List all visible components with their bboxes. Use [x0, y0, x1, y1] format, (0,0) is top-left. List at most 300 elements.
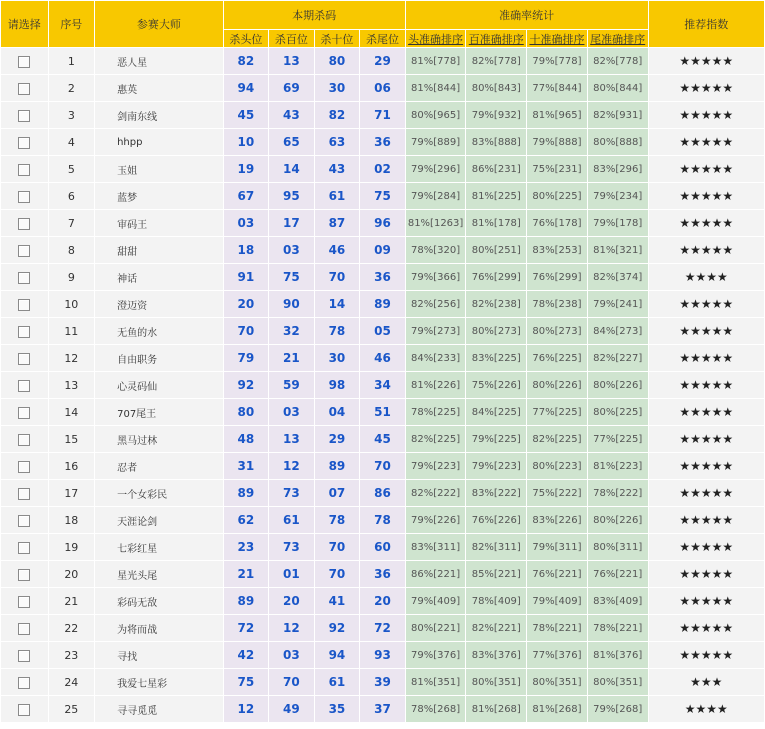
header-stat-group: 准确率统计 — [405, 1, 648, 30]
row-accuracy-stat: 80%[888] — [587, 129, 648, 156]
row-kill-number: 18 — [223, 237, 269, 264]
row-kill-number: 78 — [314, 318, 360, 345]
row-master-name[interactable]: 星光头尾 — [95, 561, 224, 588]
row-select-checkbox[interactable] — [18, 353, 30, 365]
row-kill-number: 29 — [314, 426, 360, 453]
row-kill-number: 62 — [223, 507, 269, 534]
row-accuracy-stat: 80%[273] — [466, 318, 527, 345]
row-seq: 5 — [48, 156, 95, 183]
row-select-checkbox[interactable] — [18, 542, 30, 554]
row-select-checkbox[interactable] — [18, 704, 30, 716]
row-accuracy-stat: 76%[178] — [527, 210, 588, 237]
row-seq: 14 — [48, 399, 95, 426]
row-accuracy-stat: 79%[889] — [405, 129, 466, 156]
row-select-checkbox[interactable] — [18, 488, 30, 500]
row-kill-number: 75 — [223, 669, 269, 696]
row-accuracy-stat: 80%[223] — [527, 453, 588, 480]
row-select-cell — [1, 399, 49, 426]
row-accuracy-stat: 82%[222] — [405, 480, 466, 507]
row-kill-number: 63 — [314, 129, 360, 156]
row-kill-number: 03 — [269, 642, 315, 669]
row-seq: 1 — [48, 48, 95, 75]
row-master-name[interactable]: 我爱七星彩 — [95, 669, 224, 696]
row-master-name[interactable]: 707尾王 — [95, 399, 224, 426]
row-master-name[interactable]: 神话 — [95, 264, 224, 291]
row-master-name[interactable]: 七彩红星 — [95, 534, 224, 561]
table-row — [1, 426, 765, 453]
row-select-cell — [1, 345, 49, 372]
row-seq: 25 — [48, 696, 95, 723]
row-kill-number: 32 — [269, 318, 315, 345]
table-row — [1, 237, 765, 264]
row-kill-number: 09 — [360, 237, 406, 264]
row-accuracy-stat: 79%[273] — [405, 318, 466, 345]
row-kill-number: 70 — [314, 264, 360, 291]
row-accuracy-stat: 76%[299] — [527, 264, 588, 291]
row-select-checkbox[interactable] — [18, 164, 30, 176]
row-kill-number: 80 — [314, 48, 360, 75]
row-accuracy-stat: 75%[226] — [466, 372, 527, 399]
row-select-cell — [1, 453, 49, 480]
sort-hundreds-accuracy-link[interactable]: 百准确排序 — [466, 30, 527, 48]
header-kill-group: 本期杀码 — [223, 1, 405, 30]
row-accuracy-stat: 82%[374] — [587, 264, 648, 291]
table-row — [1, 399, 765, 426]
row-rating-stars: ★★★★★ — [648, 480, 764, 507]
row-kill-number: 41 — [314, 588, 360, 615]
row-accuracy-stat: 80%[221] — [405, 615, 466, 642]
row-accuracy-stat: 79%[234] — [587, 183, 648, 210]
row-accuracy-stat: 80%[351] — [587, 669, 648, 696]
row-select-checkbox[interactable] — [18, 83, 30, 95]
row-kill-number: 51 — [360, 399, 406, 426]
row-select-cell — [1, 75, 49, 102]
row-select-checkbox[interactable] — [18, 380, 30, 392]
row-seq: 18 — [48, 507, 95, 534]
row-accuracy-stat: 83%[296] — [587, 156, 648, 183]
row-kill-number: 69 — [269, 75, 315, 102]
row-accuracy-stat: 83%[253] — [527, 237, 588, 264]
row-accuracy-stat: 80%[225] — [587, 399, 648, 426]
row-master-name[interactable]: 寻找 — [95, 642, 224, 669]
row-kill-number: 92 — [223, 372, 269, 399]
table-row — [1, 129, 765, 156]
row-accuracy-stat: 81%[965] — [527, 102, 588, 129]
row-kill-number: 13 — [269, 48, 315, 75]
row-select-checkbox[interactable] — [18, 596, 30, 608]
row-accuracy-stat: 83%[226] — [527, 507, 588, 534]
row-select-cell — [1, 183, 49, 210]
row-kill-number: 42 — [223, 642, 269, 669]
row-seq: 12 — [48, 345, 95, 372]
header-kill-hundreds: 杀百位 — [269, 30, 315, 48]
row-select-checkbox[interactable] — [18, 461, 30, 473]
row-select-cell — [1, 669, 49, 696]
row-kill-number: 91 — [223, 264, 269, 291]
row-kill-number: 06 — [360, 75, 406, 102]
row-kill-number: 29 — [360, 48, 406, 75]
table-row — [1, 48, 765, 75]
row-accuracy-stat: 84%[273] — [587, 318, 648, 345]
row-kill-number: 96 — [360, 210, 406, 237]
row-kill-number: 46 — [360, 345, 406, 372]
row-master-name[interactable]: 为将而战 — [95, 615, 224, 642]
row-accuracy-stat: 76%[226] — [466, 507, 527, 534]
row-master-name[interactable]: 审码王 — [95, 210, 224, 237]
row-master-name[interactable]: 自由职务 — [95, 345, 224, 372]
row-kill-number: 72 — [223, 615, 269, 642]
row-kill-number: 78 — [360, 507, 406, 534]
row-accuracy-stat: 84%[233] — [405, 345, 466, 372]
row-kill-number: 20 — [360, 588, 406, 615]
row-master-name[interactable]: 惠英 — [95, 75, 224, 102]
row-accuracy-stat: 81%[1263] — [405, 210, 466, 237]
row-kill-number: 95 — [269, 183, 315, 210]
row-accuracy-stat: 80%[273] — [527, 318, 588, 345]
row-accuracy-stat: 80%[351] — [527, 669, 588, 696]
row-kill-number: 94 — [223, 75, 269, 102]
row-accuracy-stat: 82%[221] — [466, 615, 527, 642]
row-master-name[interactable]: 甜甜 — [95, 237, 224, 264]
table-row — [1, 453, 765, 480]
row-select-checkbox[interactable] — [18, 326, 30, 338]
table-row — [1, 318, 765, 345]
row-select-checkbox[interactable] — [18, 110, 30, 122]
row-select-cell — [1, 507, 49, 534]
sort-head-accuracy-link[interactable]: 头准确排序 — [405, 30, 466, 48]
row-select-cell — [1, 102, 49, 129]
row-accuracy-stat: 82%[227] — [587, 345, 648, 372]
row-rating-stars: ★★★★★ — [648, 291, 764, 318]
row-select-checkbox[interactable] — [18, 650, 30, 662]
row-accuracy-stat: 81%[268] — [527, 696, 588, 723]
row-select-cell — [1, 48, 49, 75]
row-accuracy-stat: 78%[238] — [527, 291, 588, 318]
row-seq: 2 — [48, 75, 95, 102]
row-accuracy-stat: 82%[931] — [587, 102, 648, 129]
table-row — [1, 669, 765, 696]
row-select-cell — [1, 588, 49, 615]
row-master-name[interactable]: hhpp — [95, 129, 224, 156]
row-rating-stars: ★★★★★ — [648, 48, 764, 75]
row-kill-number: 14 — [314, 291, 360, 318]
row-rating-stars: ★★★★★ — [648, 183, 764, 210]
row-kill-number: 61 — [314, 669, 360, 696]
row-accuracy-stat: 79%[888] — [527, 129, 588, 156]
row-kill-number: 43 — [269, 102, 315, 129]
row-master-name[interactable]: 剑南东线 — [95, 102, 224, 129]
row-accuracy-stat: 79%[178] — [587, 210, 648, 237]
row-accuracy-stat: 81%[268] — [466, 696, 527, 723]
row-accuracy-stat: 78%[221] — [587, 615, 648, 642]
row-accuracy-stat: 79%[226] — [405, 507, 466, 534]
row-accuracy-stat: 82%[238] — [466, 291, 527, 318]
row-kill-number: 39 — [360, 669, 406, 696]
row-kill-number: 75 — [269, 264, 315, 291]
sort-tens-accuracy-link[interactable]: 十准确排序 — [527, 30, 588, 48]
row-master-name[interactable]: 蓝梦 — [95, 183, 224, 210]
row-kill-number: 17 — [269, 210, 315, 237]
row-select-cell — [1, 210, 49, 237]
row-kill-number: 37 — [360, 696, 406, 723]
row-accuracy-stat: 82%[778] — [466, 48, 527, 75]
row-kill-number: 72 — [360, 615, 406, 642]
row-accuracy-stat: 76%[225] — [527, 345, 588, 372]
row-accuracy-stat: 84%[225] — [466, 399, 527, 426]
row-accuracy-stat: 79%[409] — [405, 588, 466, 615]
row-kill-number: 20 — [269, 588, 315, 615]
row-select-checkbox[interactable] — [18, 245, 30, 257]
row-seq: 13 — [48, 372, 95, 399]
row-kill-number: 89 — [223, 588, 269, 615]
row-select-checkbox[interactable] — [18, 434, 30, 446]
row-rating-stars: ★★★★★ — [648, 453, 764, 480]
row-kill-number: 61 — [314, 183, 360, 210]
row-accuracy-stat: 78%[268] — [405, 696, 466, 723]
row-accuracy-stat: 81%[376] — [587, 642, 648, 669]
row-accuracy-stat: 79%[223] — [466, 453, 527, 480]
row-kill-number: 75 — [360, 183, 406, 210]
row-kill-number: 03 — [269, 237, 315, 264]
row-kill-number: 70 — [223, 318, 269, 345]
row-accuracy-stat: 79%[241] — [587, 291, 648, 318]
row-kill-number: 36 — [360, 129, 406, 156]
row-kill-number: 89 — [360, 291, 406, 318]
row-accuracy-stat: 78%[225] — [405, 399, 466, 426]
row-kill-number: 14 — [269, 156, 315, 183]
row-accuracy-stat: 75%[222] — [527, 480, 588, 507]
row-rating-stars: ★★★★★ — [648, 156, 764, 183]
row-select-cell — [1, 561, 49, 588]
row-kill-number: 60 — [360, 534, 406, 561]
row-accuracy-stat: 83%[888] — [466, 129, 527, 156]
row-seq: 21 — [48, 588, 95, 615]
row-kill-number: 12 — [223, 696, 269, 723]
table-row — [1, 696, 765, 723]
row-select-checkbox[interactable] — [18, 218, 30, 230]
row-seq: 19 — [48, 534, 95, 561]
row-select-checkbox[interactable] — [18, 569, 30, 581]
row-rating-stars: ★★★★★ — [648, 75, 764, 102]
header-select: 请选择 — [1, 1, 49, 48]
row-master-name[interactable]: 恶人星 — [95, 48, 224, 75]
row-kill-number: 35 — [314, 696, 360, 723]
row-master-name[interactable]: 忍者 — [95, 453, 224, 480]
row-kill-number: 71 — [360, 102, 406, 129]
row-accuracy-stat: 79%[932] — [466, 102, 527, 129]
row-accuracy-stat: 80%[226] — [587, 372, 648, 399]
row-rating-stars: ★★★★★ — [648, 102, 764, 129]
row-select-checkbox[interactable] — [18, 299, 30, 311]
row-kill-number: 12 — [269, 453, 315, 480]
row-rating-stars: ★★★★★ — [648, 561, 764, 588]
row-select-cell — [1, 534, 49, 561]
row-master-name[interactable]: 澄迈资 — [95, 291, 224, 318]
row-select-checkbox[interactable] — [18, 137, 30, 149]
row-accuracy-stat: 80%[311] — [587, 534, 648, 561]
row-kill-number: 79 — [223, 345, 269, 372]
row-accuracy-stat: 82%[225] — [527, 426, 588, 453]
table-row — [1, 210, 765, 237]
row-accuracy-stat: 77%[376] — [527, 642, 588, 669]
row-accuracy-stat: 76%[221] — [527, 561, 588, 588]
row-kill-number: 30 — [314, 345, 360, 372]
row-rating-stars: ★★★★ — [648, 696, 764, 723]
row-select-cell — [1, 237, 49, 264]
row-kill-number: 19 — [223, 156, 269, 183]
row-accuracy-stat: 85%[221] — [466, 561, 527, 588]
row-kill-number: 48 — [223, 426, 269, 453]
row-select-cell — [1, 372, 49, 399]
row-kill-number: 34 — [360, 372, 406, 399]
row-select-cell — [1, 426, 49, 453]
row-kill-number: 45 — [360, 426, 406, 453]
row-seq: 16 — [48, 453, 95, 480]
row-master-name[interactable]: 黑马过林 — [95, 426, 224, 453]
row-kill-number: 12 — [269, 615, 315, 642]
row-kill-number: 70 — [314, 534, 360, 561]
row-seq: 8 — [48, 237, 95, 264]
row-select-cell — [1, 318, 49, 345]
row-kill-number: 21 — [223, 561, 269, 588]
row-accuracy-stat: 77%[844] — [527, 75, 588, 102]
row-accuracy-stat: 76%[299] — [466, 264, 527, 291]
row-kill-number: 93 — [360, 642, 406, 669]
row-master-name[interactable]: 天涯论剑 — [95, 507, 224, 534]
row-accuracy-stat: 83%[409] — [587, 588, 648, 615]
row-accuracy-stat: 80%[225] — [527, 183, 588, 210]
row-kill-number: 73 — [269, 534, 315, 561]
row-select-checkbox[interactable] — [18, 272, 30, 284]
row-select-checkbox[interactable] — [18, 407, 30, 419]
row-seq: 6 — [48, 183, 95, 210]
row-accuracy-stat: 79%[778] — [527, 48, 588, 75]
row-kill-number: 70 — [269, 669, 315, 696]
row-accuracy-stat: 75%[231] — [527, 156, 588, 183]
row-kill-number: 10 — [223, 129, 269, 156]
row-master-name[interactable]: 一个女彩民 — [95, 480, 224, 507]
row-kill-number: 98 — [314, 372, 360, 399]
row-accuracy-stat: 80%[843] — [466, 75, 527, 102]
row-accuracy-stat: 82%[225] — [405, 426, 466, 453]
table-row — [1, 642, 765, 669]
row-rating-stars: ★★★★★ — [648, 615, 764, 642]
row-select-checkbox[interactable] — [18, 191, 30, 203]
header-index: 推荐指数 — [648, 1, 764, 48]
row-accuracy-stat: 80%[226] — [527, 372, 588, 399]
row-rating-stars: ★★★★★ — [648, 210, 764, 237]
row-kill-number: 13 — [269, 426, 315, 453]
row-accuracy-stat: 81%[778] — [405, 48, 466, 75]
row-select-cell — [1, 480, 49, 507]
row-kill-number: 07 — [314, 480, 360, 507]
row-select-checkbox[interactable] — [18, 677, 30, 689]
row-rating-stars: ★★★★★ — [648, 237, 764, 264]
row-kill-number: 92 — [314, 615, 360, 642]
row-select-cell — [1, 156, 49, 183]
row-rating-stars: ★★★★★ — [648, 399, 764, 426]
row-accuracy-stat: 77%[225] — [587, 426, 648, 453]
table-row — [1, 156, 765, 183]
table-row — [1, 534, 765, 561]
row-rating-stars: ★★★★★ — [648, 129, 764, 156]
row-kill-number: 31 — [223, 453, 269, 480]
row-rating-stars: ★★★★★ — [648, 588, 764, 615]
row-select-cell — [1, 615, 49, 642]
row-kill-number: 65 — [269, 129, 315, 156]
row-rating-stars: ★★★★★ — [648, 507, 764, 534]
row-accuracy-stat: 81%[225] — [466, 183, 527, 210]
row-accuracy-stat: 79%[366] — [405, 264, 466, 291]
row-master-name[interactable]: 玉姐 — [95, 156, 224, 183]
row-kill-number: 03 — [223, 210, 269, 237]
row-accuracy-stat: 76%[221] — [587, 561, 648, 588]
row-accuracy-stat: 81%[226] — [405, 372, 466, 399]
row-kill-number: 36 — [360, 264, 406, 291]
row-select-checkbox[interactable] — [18, 623, 30, 635]
row-master-name[interactable]: 无鱼的水 — [95, 318, 224, 345]
table-row — [1, 588, 765, 615]
row-accuracy-stat: 80%[965] — [405, 102, 466, 129]
row-seq: 22 — [48, 615, 95, 642]
row-select-cell — [1, 264, 49, 291]
row-seq: 3 — [48, 102, 95, 129]
row-accuracy-stat: 79%[311] — [527, 534, 588, 561]
row-accuracy-stat: 79%[223] — [405, 453, 466, 480]
row-kill-number: 03 — [269, 399, 315, 426]
row-kill-number: 86 — [360, 480, 406, 507]
row-accuracy-stat: 78%[221] — [527, 615, 588, 642]
row-seq: 7 — [48, 210, 95, 237]
row-seq: 24 — [48, 669, 95, 696]
row-rating-stars: ★★★★★ — [648, 318, 764, 345]
row-rating-stars: ★★★★ — [648, 264, 764, 291]
row-accuracy-stat: 81%[844] — [405, 75, 466, 102]
row-seq: 11 — [48, 318, 95, 345]
row-rating-stars: ★★★★★ — [648, 642, 764, 669]
table-row — [1, 507, 765, 534]
row-master-name[interactable]: 寻寻觅觅 — [95, 696, 224, 723]
row-accuracy-stat: 77%[225] — [527, 399, 588, 426]
row-select-checkbox[interactable] — [18, 515, 30, 527]
row-select-cell — [1, 129, 49, 156]
row-kill-number: 21 — [269, 345, 315, 372]
row-accuracy-stat: 79%[284] — [405, 183, 466, 210]
row-accuracy-stat: 82%[778] — [587, 48, 648, 75]
row-kill-number: 80 — [223, 399, 269, 426]
row-kill-number: 23 — [223, 534, 269, 561]
row-master-name[interactable]: 彩码无敌 — [95, 588, 224, 615]
row-kill-number: 20 — [223, 291, 269, 318]
table-row — [1, 480, 765, 507]
row-kill-number: 36 — [360, 561, 406, 588]
row-accuracy-stat: 79%[296] — [405, 156, 466, 183]
table-row — [1, 345, 765, 372]
row-seq: 20 — [48, 561, 95, 588]
row-accuracy-stat: 79%[268] — [587, 696, 648, 723]
row-kill-number: 61 — [269, 507, 315, 534]
row-select-checkbox[interactable] — [18, 56, 30, 68]
row-seq: 10 — [48, 291, 95, 318]
row-rating-stars: ★★★★★ — [648, 426, 764, 453]
row-kill-number: 90 — [269, 291, 315, 318]
row-kill-number: 59 — [269, 372, 315, 399]
row-accuracy-stat: 82%[256] — [405, 291, 466, 318]
row-kill-number: 43 — [314, 156, 360, 183]
row-master-name[interactable]: 心灵码仙 — [95, 372, 224, 399]
row-seq: 17 — [48, 480, 95, 507]
sort-tail-accuracy-link[interactable]: 尾准确排序 — [587, 30, 648, 48]
